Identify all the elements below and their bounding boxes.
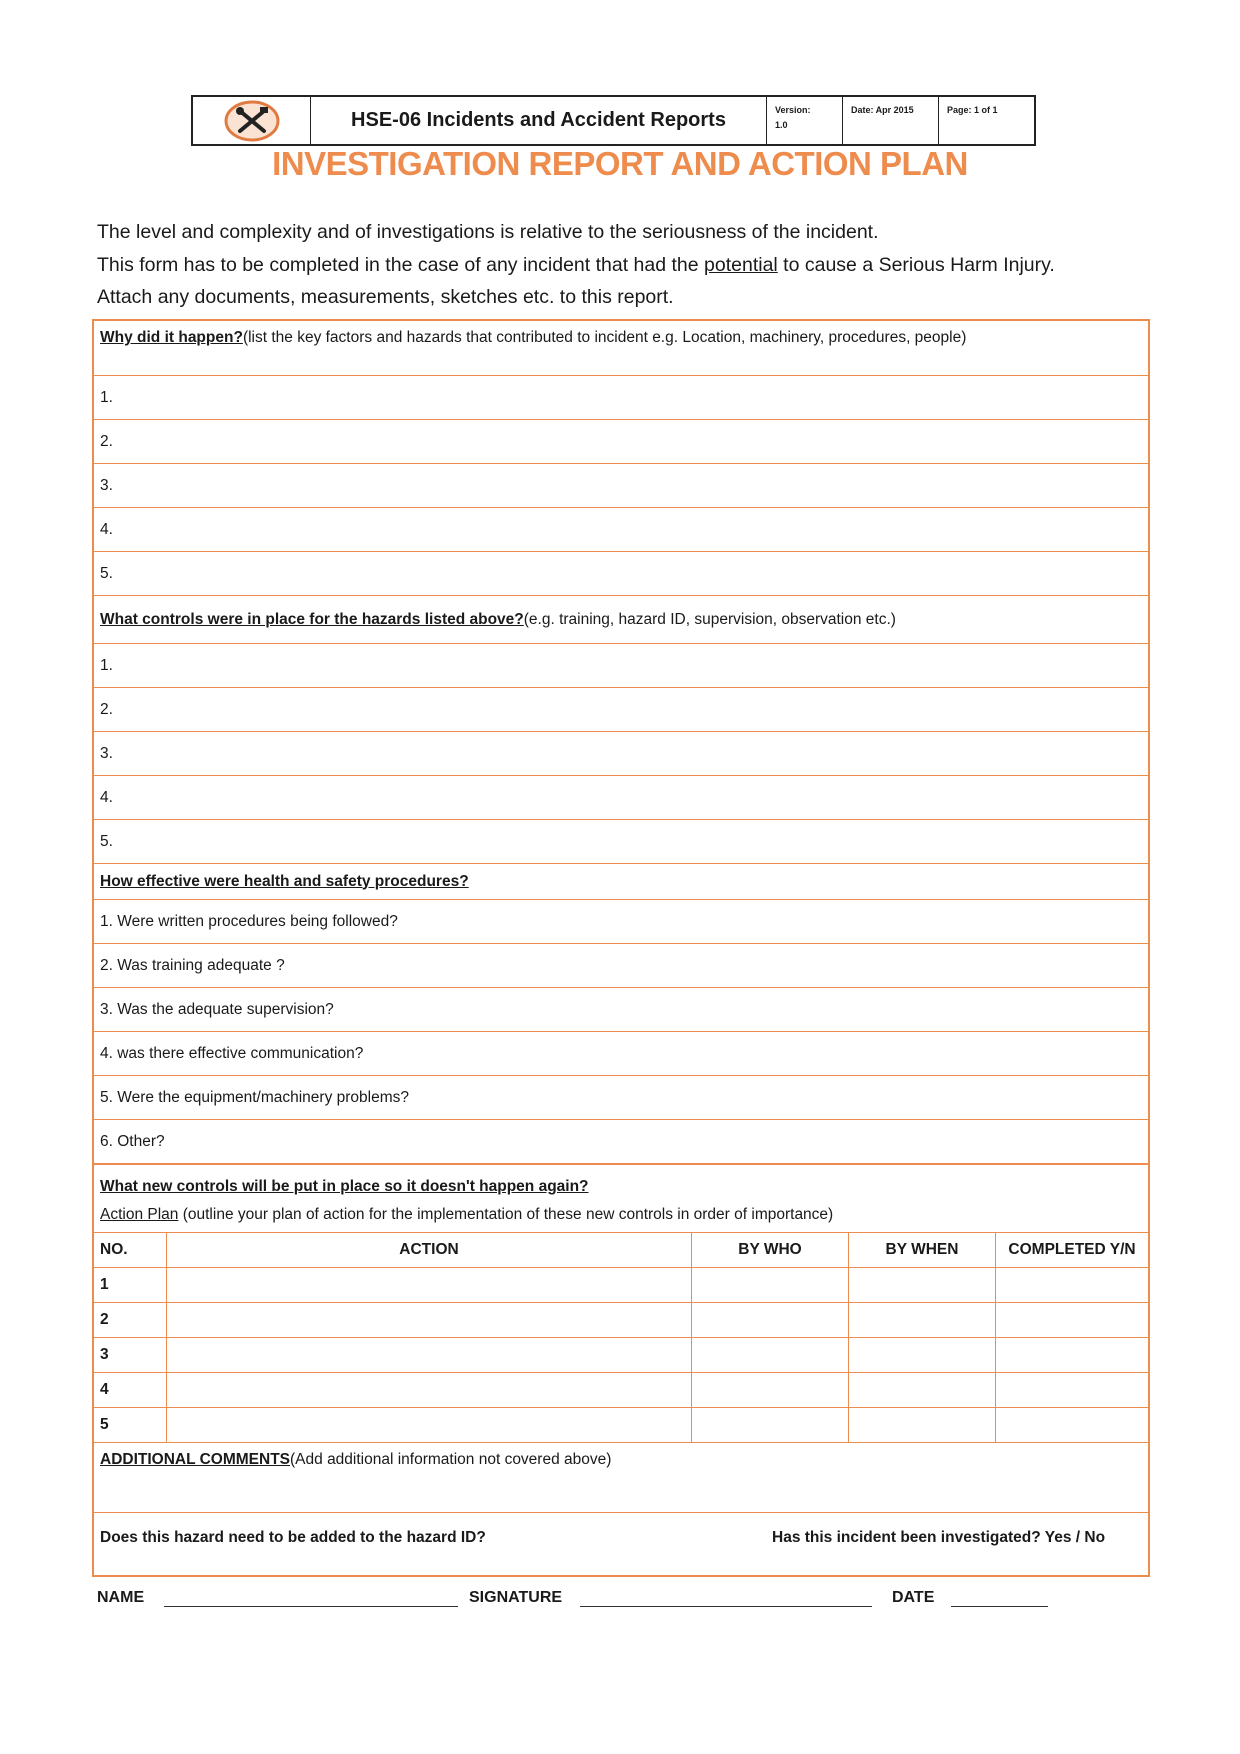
date-cell: Date: Apr 2015 xyxy=(843,97,939,144)
why-item-number: 2. xyxy=(100,432,113,450)
action-plan-label: Action Plan xyxy=(100,1206,179,1223)
controls-item-number: 3. xyxy=(100,744,113,762)
intro-text xyxy=(97,216,1055,314)
col-action-header: ACTION xyxy=(166,1233,691,1267)
effective-question: 2. Was training adequate ? xyxy=(100,956,285,974)
controls-item-number: 1. xyxy=(100,656,113,674)
action-table-row xyxy=(94,1337,1148,1372)
intro-line-1: The level and complexity and of investigations is relative to the seriousness of the incident. xyxy=(97,221,879,243)
action-row-number: 5 xyxy=(100,1416,109,1433)
version-value: 1.0 xyxy=(775,120,788,130)
why-item-number: 5. xyxy=(100,564,113,582)
name-field[interactable] xyxy=(164,1606,458,1607)
investigated-question[interactable]: Has this incident been investigated? Yes / No xyxy=(772,1529,1106,1546)
effective-heading-row xyxy=(94,863,1148,899)
effective-question-row[interactable] xyxy=(94,1119,1148,1163)
action-table-header xyxy=(94,1232,1148,1267)
why-note: (list the key factors and hazards that contributed to incident e.g. Location, machinery, procedures, people) xyxy=(242,329,967,346)
action-plan-line xyxy=(100,1201,1148,1229)
effective-question-row[interactable] xyxy=(94,1075,1148,1119)
why-item-number: 4. xyxy=(100,520,113,538)
col-by-when-header: BY WHEN xyxy=(848,1233,995,1267)
action-table-row xyxy=(94,1302,1148,1337)
action-table-row xyxy=(94,1407,1148,1442)
intro-line-2-start: This form has to be completed in the case of any incident that had the xyxy=(97,253,705,276)
why-heading: Why did it happen? xyxy=(100,329,243,346)
why-item-row[interactable] xyxy=(94,551,1148,595)
controls-item-row[interactable] xyxy=(94,643,1148,687)
by-when-cell[interactable] xyxy=(848,1268,995,1302)
crossed-tools-icon xyxy=(223,99,281,143)
effective-question-row[interactable] xyxy=(94,899,1148,943)
by-who-cell[interactable] xyxy=(691,1268,848,1302)
by-when-cell[interactable] xyxy=(848,1373,995,1407)
completed-cell[interactable] xyxy=(995,1338,1148,1372)
controls-item-row[interactable] xyxy=(94,731,1148,775)
action-cell[interactable] xyxy=(166,1408,691,1442)
document-header xyxy=(191,95,1036,146)
action-table-row xyxy=(94,1372,1148,1407)
completed-cell[interactable] xyxy=(995,1408,1148,1442)
completed-cell[interactable] xyxy=(995,1303,1148,1337)
intro-line-2-end: to cause a Serious Harm Injury. xyxy=(777,253,1055,276)
col-no-header: NO. xyxy=(100,1241,128,1258)
logo xyxy=(193,97,311,144)
effective-question: 4. was there effective communication? xyxy=(100,1044,364,1062)
by-who-cell[interactable] xyxy=(691,1338,848,1372)
action-row-number: 1 xyxy=(100,1276,109,1293)
completed-cell[interactable] xyxy=(995,1268,1148,1302)
page-cell: Page: 1 of 1 xyxy=(947,105,998,115)
controls-item-row[interactable] xyxy=(94,687,1148,731)
why-item-row[interactable] xyxy=(94,375,1148,419)
new-controls-row xyxy=(94,1163,1148,1232)
effective-question-row[interactable] xyxy=(94,943,1148,987)
controls-item-number: 4. xyxy=(100,788,113,806)
date-field[interactable] xyxy=(951,1606,1048,1607)
why-item-number: 1. xyxy=(100,388,113,406)
col-completed-header: COMPLETED Y/N xyxy=(995,1233,1148,1267)
controls-heading-row xyxy=(94,595,1148,643)
action-cell[interactable] xyxy=(166,1373,691,1407)
why-item-row[interactable] xyxy=(94,463,1148,507)
by-when-cell[interactable] xyxy=(848,1408,995,1442)
effective-heading: How effective were health and safety procedures? xyxy=(100,872,469,890)
version-cell xyxy=(767,97,843,144)
action-plan-note: (outline your plan of action for the implementation of these new controls in order of importance) xyxy=(178,1206,834,1223)
why-item-row[interactable] xyxy=(94,419,1148,463)
controls-note: (e.g. training, hazard ID, supervision, observation etc.) xyxy=(523,610,896,628)
by-who-cell[interactable] xyxy=(691,1373,848,1407)
final-questions-row xyxy=(94,1512,1148,1575)
by-when-cell[interactable] xyxy=(848,1303,995,1337)
effective-question: 6. Other? xyxy=(100,1132,165,1150)
action-table-row xyxy=(94,1267,1148,1302)
why-heading-row xyxy=(94,321,1148,375)
signature-label: SIGNATURE xyxy=(469,1589,563,1606)
additional-comments-label: ADDITIONAL COMMENTS xyxy=(100,1451,291,1468)
completed-cell[interactable] xyxy=(995,1373,1148,1407)
effective-question: 5. Were the equipment/machinery problems? xyxy=(100,1088,410,1106)
version-label: Version: xyxy=(775,105,811,115)
action-cell[interactable] xyxy=(166,1268,691,1302)
date-label: DATE xyxy=(892,1589,935,1606)
action-cell[interactable] xyxy=(166,1303,691,1337)
effective-question-row[interactable] xyxy=(94,987,1148,1031)
investigation-form xyxy=(92,319,1150,1577)
controls-item-row[interactable] xyxy=(94,775,1148,819)
why-item-number: 3. xyxy=(100,476,113,494)
new-controls-heading: What new controls will be put in place so it doesn't happen again? xyxy=(100,1178,589,1195)
by-when-cell[interactable] xyxy=(848,1338,995,1372)
why-item-row[interactable] xyxy=(94,507,1148,551)
effective-question-row[interactable] xyxy=(94,1031,1148,1075)
hazard-id-question[interactable]: Does this hazard need to be added to the hazard ID? xyxy=(100,1529,486,1546)
action-row-number: 3 xyxy=(100,1346,109,1363)
additional-comments-note: (Add additional information not covered above) xyxy=(290,1451,612,1468)
signature-field[interactable] xyxy=(580,1606,872,1607)
page-title: INVESTIGATION REPORT AND ACTION PLAN xyxy=(272,145,968,182)
document-title: HSE-06 Incidents and Accident Reports xyxy=(311,97,767,144)
effective-question: 3. Was the adequate supervision? xyxy=(100,1000,334,1018)
additional-comments-row[interactable] xyxy=(94,1442,1148,1512)
intro-line-2 xyxy=(97,249,1055,282)
effective-question: 1. Were written procedures being followed? xyxy=(100,912,398,930)
controls-item-number: 2. xyxy=(100,700,113,718)
potential-underlined: potential xyxy=(704,253,778,276)
controls-item-row[interactable] xyxy=(94,819,1148,863)
intro-line-3: Attach any documents, measurements, sketches etc. to this report. xyxy=(97,286,674,308)
controls-heading: What controls were in place for the hazards listed above? xyxy=(100,610,524,628)
by-who-cell[interactable] xyxy=(691,1408,848,1442)
by-who-cell[interactable] xyxy=(691,1303,848,1337)
action-cell[interactable] xyxy=(166,1338,691,1372)
action-row-number: 2 xyxy=(100,1311,109,1328)
controls-item-number: 5. xyxy=(100,832,113,850)
col-by-who-header: BY WHO xyxy=(691,1233,848,1267)
action-row-number: 4 xyxy=(100,1381,109,1398)
name-label: NAME xyxy=(97,1589,145,1606)
